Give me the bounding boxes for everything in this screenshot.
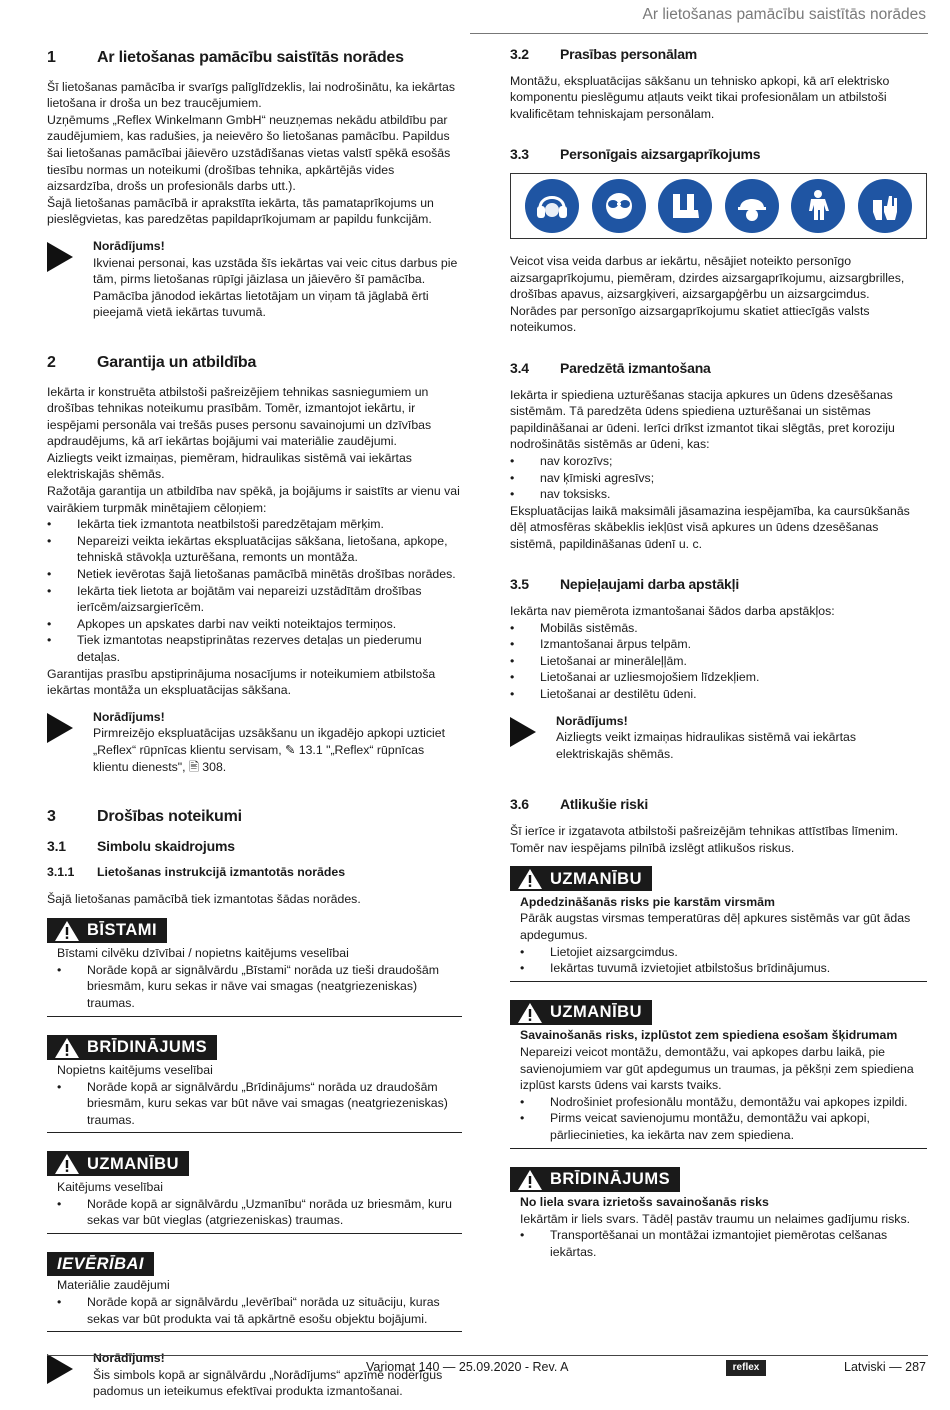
signal-subtitle: Kaitējums veselībai	[57, 1180, 163, 1195]
note-arrow-icon	[47, 242, 73, 272]
note-text: Šis simbols kopā ar signālvārdu „Norādījums“ apzīmē noderīgus padomus un ieteikumus efektīvai produkta izmantošanai.	[93, 1367, 443, 1399]
safety-boots-icon	[658, 179, 712, 233]
warning-triangle-icon	[55, 921, 79, 941]
risk-text: Nepareizi veicot montāžu, demontāžu, vai apkopes darbu laikā, pie savienojumiem var gūt apdegumus un traumas, ja pēkšņi zem spiediena izplūst karsts ūdens vai karsts tvaiks.	[520, 1044, 914, 1093]
danger-signal: BĪSTAMI	[47, 918, 167, 943]
s1-paragraph: Šajā lietošanas pamācībā ir aprakstīta iekārta, tās pamataprīkojums un pieslēgvietas, kas paredzētas papildaprīkojumam ar papildu funkcijām.	[47, 195, 434, 227]
warning-box	[47, 1035, 462, 1134]
list-item: • Norāde kopā ar signālvārdu „Bīstami“ norāda uz tieši draudošām briesmām, kuru sekas ir nāve vai smagas (neatgriezeniskas) traumas.	[57, 962, 462, 1012]
list-item: • nav ķīmiski agresīvs;	[510, 470, 927, 487]
list-item: • Lietošanai ar destilētu ūdeni.	[510, 686, 927, 703]
s1-paragraph: Šī lietošanas pamācība ir svarīgs palīglīdzeklis, lai nodrošinātu, ka iekārtas lietošana ir droša un bez traucējumiem.	[47, 79, 456, 111]
warning-signal: BRĪDINĀJUMS	[510, 1167, 680, 1192]
note-arrow-icon	[510, 717, 536, 747]
note-block	[47, 1350, 462, 1400]
s2-paragraph: Aizliegts veikt izmaiņas, piemēram, hidraulikas sistēmā vai iekārtas elektriskajās shēmās.	[47, 450, 412, 482]
section-1-heading: 1 Ar lietošanas pamācību saistītās norādes	[47, 49, 404, 66]
s34-paragraph: Iekārta ir spiediena uzturēšanas stacija apkures un ūdens dzesēšanas sistēmām. Tā paredzēta ūdens spiediena uzturēšanai un sistēmas papildināšanai ar ūdeni. Ierīci drīkst izmantot tikai slēgtās, pret koroziju nodrošinātās sistēmās ar ūdeni, kas:	[510, 387, 895, 452]
note-title: Norādījums!	[93, 1351, 165, 1366]
risk-title: Apdedzināšanās risks pie karstām virsmām	[520, 894, 775, 909]
danger-box	[47, 918, 462, 1017]
list-item: • Nepareizi veikta iekārtas ekspluatācijas sākšana, lietošana, apkope, tehniskā stāvokļa uzturēšana, remonts un montāža.	[47, 533, 462, 566]
signal-subtitle: Nopietns kaitējums veselībai	[57, 1063, 213, 1078]
caution-signal: UZMANĪBU	[510, 866, 652, 891]
list-item: • Norāde kopā ar signālvārdu „Ievērībai“ norāda uz situāciju, kuras sekas var būt produkta vai tā apkārtnē esošu objektu bojājumi.	[57, 1294, 462, 1327]
section-3-2-heading: 3.2 Prasības personālam	[510, 46, 698, 62]
footer-rule	[47, 1355, 928, 1356]
warning-triangle-icon	[518, 869, 542, 889]
list-item: • Iekārta tiek lietota ar bojātām vai nepareizi uzstādītām drošības ierīcēm/aizsargierīcēm.	[47, 583, 462, 616]
signal-subtitle: Materiālie zaudējumi	[57, 1278, 170, 1293]
warning-triangle-icon	[518, 1003, 542, 1023]
s2-paragraph: Iekārta ir konstruēta atbilstoši pašreizējiem tehnikas sasniegumiem un drošības tehnikas noteikumu prasībām. Tomēr, izmantojot iekārtu, ir iespējami personāla vai trešās puses personu savainojumi un dzīvības apdraudējums, kā arī iekārtas bojājumi vai materiālie zaudējumi.	[47, 384, 432, 449]
caution-signal: UZMANĪBU	[510, 1000, 652, 1025]
list-item: • Netiek ievērotas šajā lietošanas pamācībā minētās drošības norādes.	[47, 566, 462, 583]
notice-signal: IEVĒRĪBAI	[47, 1252, 154, 1277]
caution-box	[510, 1000, 927, 1149]
s35-paragraph: Iekārta nav piemērota izmantošanai šādos darba apstākļos:	[510, 604, 835, 619]
note-block	[510, 713, 927, 763]
note-arrow-icon	[47, 1354, 73, 1384]
s36-paragraph: Šī ierīce ir izgatavota atbilstoši pašreizējām tehnikas attīstības līmenim. Tomēr nav iespējams pilnībā izslēgt atlikušos riskus.	[510, 824, 899, 855]
left-column	[47, 40, 462, 1410]
s1-paragraph: Uzņēmums „Reflex Winkelmann GmbH“ neuzņemas nekādu atbildību par zaudējumiem, kas radušies, ja neievēro šo lietošanas pamācību. Papildus šai lietošanas pamācībai jāievēro uzstādīšanas vietas valstī spēkā esošās tiesību normas un noteikumi (drošības tehnika, apkārtējās vides aizsardzība, drošs un profesionāls darbs utt.).	[47, 112, 451, 194]
s33-paragraph: Norādes par personīgo aizsargaprīkojumu skatiet attiecīgās valsts noteikumos.	[510, 303, 870, 335]
section-3-3-heading: 3.3 Personīgais aizsargaprīkojums	[510, 146, 761, 163]
warning-triangle-icon	[55, 1038, 79, 1058]
list-item: • Izmantošanai ārpus telpām.	[510, 636, 927, 653]
note-arrow-icon	[47, 713, 73, 743]
header-rule	[470, 33, 928, 34]
note-block	[47, 238, 462, 321]
notice-box	[47, 1252, 462, 1332]
footer-page-number: Latviski — 287	[844, 1360, 926, 1374]
list-item: • Nodrošiniet profesionālu montāžu, demontāžu vai apkopes izpildi.	[520, 1094, 927, 1111]
signal-subtitle: Bīstami cilvēku dzīvībai / nopietns kaitējums veselībai	[57, 946, 349, 961]
warning-box	[510, 1167, 927, 1265]
s35-list	[510, 620, 927, 703]
list-item: • Mobilās sistēmās.	[510, 620, 927, 637]
note-title: Norādījums!	[556, 713, 628, 728]
s34-list	[510, 453, 927, 503]
note-text: Pirmreizējo ekspluatācijas uzsākšanu un ikgadējo apkopi uzticiet „Reflex“ rūpnīcas klientu servisam, ✎ 13.1 "„Reflex“ rūpnīcas klientu dienests", 🖹 308.	[93, 726, 446, 774]
list-item: • Norāde kopā ar signālvārdu „Uzmanību“ norāda uz briesmām, kuru sekas var būt vieglas (atgriezeniskas) traumas.	[57, 1196, 462, 1229]
list-item: • Lietošanai ar uzliesmojošiem līdzekļiem.	[510, 669, 927, 686]
s33-paragraph: Veicot visa veida darbus ar iekārtu, nēsājiet noteikto personīgo aizsargaprīkojumu, piemēram, dzirdes aizsargaprīkojumu, aizsargbrilles, drošības apavus, aizsargķiveri, aizsargapģērbu un aizsargcimdus.	[510, 253, 905, 302]
note-title: Norādījums!	[93, 709, 165, 724]
right-column	[510, 40, 927, 1282]
section-3-4-heading: 3.4 Paredzētā izmantošana	[510, 359, 711, 376]
gloves-icon	[858, 179, 912, 233]
list-item: • Apkopes un apskates darbi nav veikti noteiktajos termiņos.	[47, 616, 462, 633]
list-item: • Pirms veicat savienojumu montāžu, demontāžu vai apkopi, pārliecinieties, ka iekārta nav zem spiediena.	[520, 1110, 927, 1143]
note-block	[47, 709, 462, 775]
section-3-5-heading: 3.5 Nepieļaujami darba apstākļi	[510, 576, 740, 593]
warning-signal: BRĪDINĀJUMS	[47, 1035, 217, 1060]
list-item: • Norāde kopā ar signālvārdu „Brīdinājums“ norāda uz draudošām briesmām, kuru sekas var būt nāve vai smagas (neatgriezeniskas) traumas.	[57, 1079, 462, 1129]
list-item: • nav toksisks.	[510, 486, 927, 503]
section-3-heading: 3 Drošības noteikumi	[47, 808, 242, 826]
section-2-heading: 2 Garantija un atbildība	[47, 353, 257, 371]
list-item: • Iekārtas tuvumā izvietojiet atbilstošus brīdinājumus.	[520, 960, 927, 977]
s32-paragraph: Montāžu, ekspluatācijas sākšanu un tehnisko apkopi, kā arī elektrisko komponentu pieslēgumu atļauts veikt tikai profesionālam un atbilstoši kvalificētam tehniskajam personālam.	[510, 73, 890, 121]
page-header-title: Ar lietošanas pamācību saistītās norādes	[642, 6, 926, 23]
s34-paragraph: Ekspluatācijas laikā maksimāli jāsamazina iespējamība, ka caursūkšanās dēļ atmosfēras skābeklis iekļūst visā apkures un ūdens dzesēšanas sistēmā, papildināšanas ūdenī u. c.	[510, 503, 910, 551]
ear-protection-icon	[525, 179, 579, 233]
risk-title: Savainošanās risks, izplūstot zem spiediena esošam šķidrumam	[520, 1028, 898, 1043]
list-item: • nav korozīvs;	[510, 453, 927, 470]
caution-box	[47, 1151, 462, 1233]
footer-document-info: Variomat 140 — 25.09.2020 - Rev. A	[366, 1360, 569, 1374]
reflex-logo: reflex	[726, 1360, 766, 1376]
section-3-6-heading: 3.6 Atlikušie riski	[510, 796, 649, 813]
caution-box	[510, 866, 927, 982]
note-title: Norādījums!	[93, 238, 165, 253]
s2-paragraph: Ražotāja garantija un atbildība nav spēkā, ja bojājums ir saistīts ar vienu vai vairākiem turpmāk minētajiem cēloņiem:	[47, 484, 460, 515]
warning-triangle-icon	[55, 1154, 79, 1174]
s2-paragraph: Garantijas prasību apstiprinājuma nosacījums ir noteikumiem atbilstoša iekārtas montāža un ekspluatācijas sākšana.	[47, 666, 436, 698]
section-3-1-heading: 3.1 Simbolu skaidrojums	[47, 837, 235, 854]
protective-suit-icon	[791, 179, 845, 233]
note-text: Ikvienai personai, kas uzstāda šīs iekārtas vai veic citus darbus pie tām, pirms lietošanas rūpīgi jāizlasa un jāievēro šī pamācība. Pamācība jānodod iekārtas lietotājam un viņam tā jāglabā ērti pieejamā vietā iekārtas tuvumā.	[93, 255, 458, 320]
list-item: • Tiek izmantotas neapstiprinātas rezerves detaļas un piederumu detaļas.	[47, 632, 462, 665]
note-text: Aizliegts veikt izmaiņas hidraulikas sistēmā vai iekārtas elektriskajās shēmās.	[556, 730, 857, 761]
list-item: • Transportēšanai un montāžai izmantojiet piemērotas celšanas iekārtas.	[520, 1227, 927, 1260]
s3-paragraph: Šajā lietošanas pamācībā tiek izmantotas šādas norādes.	[47, 891, 361, 906]
hard-hat-icon	[725, 179, 779, 233]
list-item: • Lietošanai ar minerāleļļām.	[510, 653, 927, 670]
s2-list	[47, 516, 462, 665]
list-item: • Lietojiet aizsargcimdus.	[520, 944, 927, 961]
warning-triangle-icon	[518, 1170, 542, 1190]
risk-text: Pārāk augstas virsmas temperatūras dēļ apkures sistēmās var gūt ādas apdegumus.	[520, 911, 911, 942]
caution-signal: UZMANĪBU	[47, 1151, 189, 1176]
goggles-icon	[592, 179, 646, 233]
risk-title: No liela svara izrietošs savainošanās risks	[520, 1195, 769, 1210]
list-item: • Iekārta tiek izmantota neatbilstoši paredzētajam mērķim.	[47, 516, 462, 533]
risk-text: Iekārtām ir liels svars. Tādēļ pastāv traumu un nelaimes gadījumu risks.	[520, 1211, 911, 1226]
ppe-icons-strip	[510, 173, 927, 239]
section-3-1-1-heading: 3.1.1 Lietošanas instrukcijā izmantotās norādes	[47, 865, 346, 880]
